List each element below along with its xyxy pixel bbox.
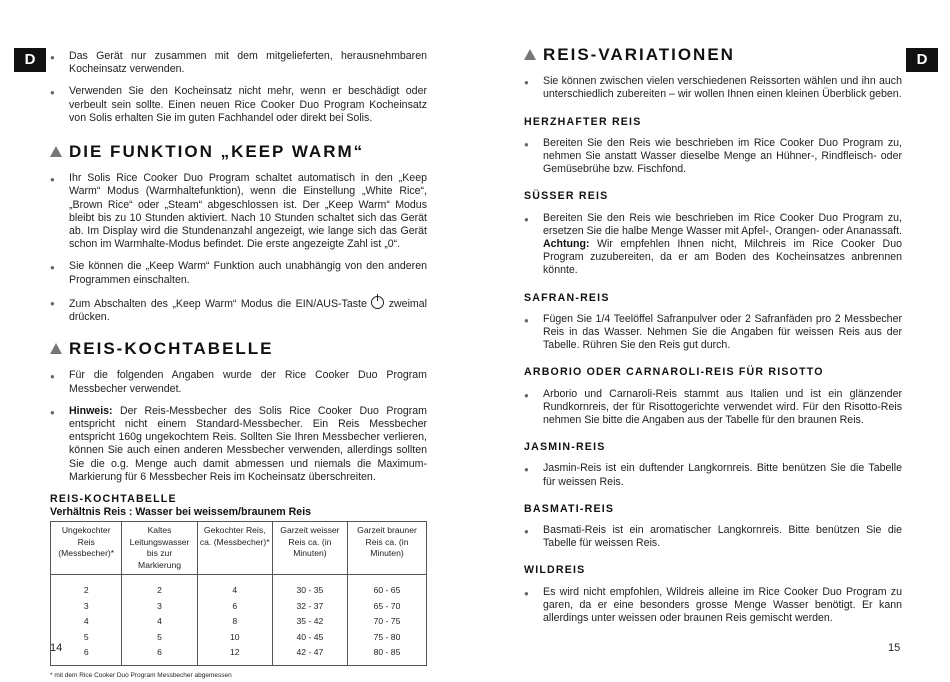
subheading-wildreis: WILDREIS: [524, 564, 586, 577]
table-header-row: [51, 522, 427, 575]
bullet-icon: ●: [50, 88, 55, 98]
bullet-icon: ●: [524, 588, 529, 598]
list-item: ● Es wird nicht empfohlen, Wildreis alleine im Rice Cooker Duo Program zu garen, da er eine besonders grosse Menge Wasser benötigt. Er kann allerdings unter weissen oder braunen Reis gemischt werden.: [524, 585, 902, 625]
table-cell: 65 - 70: [348, 599, 427, 615]
table-cell: 6: [122, 645, 197, 665]
page-number-right: 15: [888, 642, 901, 654]
left-page: [50, 50, 427, 682]
list-item: ● Jasmin-Reis ist ein duftender Langkornreis. Bitte benützen Sie die Tabelle für weissen Reis.: [524, 462, 902, 488]
table-footnote: * mit dem Rice Cooker Duo Program Messbecher abgemessen: [50, 671, 232, 679]
list-item: ● Fügen Sie 1/4 Teelöffel Safranpulver oder 2 Safranfäden pro 2 Messbecher Reis in das Wasser. Nehmen Sie die Angaben für weissen Reis aus der Tabelle. Rühren Sie den Reis gut durch.: [524, 312, 902, 352]
table-header: Gekochter Reis, ca. (Messbecher)*: [197, 522, 272, 575]
bullet-icon: ●: [524, 214, 529, 224]
bullet-icon: ●: [50, 175, 55, 185]
list-item: ● Basmati-Reis ist ein aromatischer Langkornreis. Bitte benützen Sie die Tabelle für weissen Reis.: [524, 524, 902, 550]
table-row: [51, 630, 427, 646]
triangle-icon: [50, 146, 62, 157]
list-item: ● Sie können zwischen vielen verschiedenen Reissorten wählen und ihn auch unterschiedlich zubereiten – wir wollen Ihnen einen kleinen Überblick geben.: [524, 75, 902, 101]
bullet-icon: ●: [50, 298, 55, 308]
bullet-icon: ●: [524, 315, 529, 325]
list-item: ● Hinweis: Der Reis-Messbecher des Solis Rice Cooker Duo Program entspricht nicht einem Standard-Messbecher. Ein Reis Messbecher entspricht 160g ungekochtem Reis. Sollten Sie Ihren Messbecher verlieren, können Sie auch einen anderen Messbecher verwenden, allerdings sollten Sie die o.g. Menge auch damit abmessen und niemals die Maximum-Markierung für 6 Messbecher Reis im Kocheinsatz überschreiten.: [50, 404, 427, 483]
language-tab-right: D: [906, 48, 938, 72]
table-cell: 42 - 47: [272, 645, 347, 665]
table-cell: 3: [122, 599, 197, 615]
list-item: ● Ihr Solis Rice Cooker Duo Program schaltet automatisch in den „Keep Warm“ Modus (Warmhaltefunktion), wenn die Einstellung „White Rice“, „Brown Rice“ oder „Steam“ abgeschlossen ist. Der „Keep Warm“ Modus bleibt bis zu 10 Stunden aktiviert. Nach 10 Stunden schaltet sich das Gerät ab. Im Display wird die Stundenanzahl angezeigt, wie lange sich das Gerät schon im Warmhalte-Modus befindet. Die erste angezeigte Zahl ist „0“.: [50, 172, 427, 251]
table-cell: 6: [197, 599, 272, 615]
list-item: ● Für die folgenden Angaben wurde der Rice Cooker Duo Program Messbecher verwendet.: [50, 369, 427, 395]
subheading-arborio-reis: ARBORIO ODER CARNAROLI-REIS FÜR RISOTTO: [524, 366, 824, 379]
section-heading-keep-warm: DIE FUNKTION „KEEP WARM“: [50, 145, 427, 158]
bullet-icon: ●: [524, 139, 529, 149]
bullet-icon: ●: [50, 53, 55, 62]
table-cell: 5: [122, 630, 197, 646]
table-cell: 2: [122, 575, 197, 599]
bullet-icon: ●: [524, 390, 529, 400]
table-cell: 35 - 42: [272, 614, 347, 630]
table-row: [51, 599, 427, 615]
list-item: ● Verwenden Sie den Kocheinsatz nicht mehr, wenn er beschädigt oder verbeult sein sollte. Einen neuen Rice Cooker Duo Program Kocheinsatz von Solis erhalten Sie im guten Fachhandel oder direkt bei Solis.: [50, 85, 427, 124]
bullet-icon: ●: [524, 78, 529, 88]
table-cell: 2: [51, 575, 122, 599]
table-header: Ungekochter Reis (Messbecher)*: [51, 522, 122, 575]
table-row: [51, 575, 427, 599]
section-heading-variationen: REIS-VARIATIONEN: [524, 48, 902, 61]
list-item: ● Sie können die „Keep Warm“ Funktion auch unabhängig von den anderen Programmen einschalten.: [50, 260, 427, 286]
table-cell: 4: [122, 614, 197, 630]
table-cell: 6: [51, 645, 122, 665]
bullet-icon: ●: [50, 372, 55, 382]
bullet-icon: ●: [524, 527, 529, 537]
bullet-icon: ●: [524, 465, 529, 475]
table-cell: 80 - 85: [348, 645, 427, 665]
table-cell: 30 - 35: [272, 575, 347, 599]
table-header: Garzeit weisser Reis ca. (in Minuten): [272, 522, 347, 575]
list-item: ● Das Gerät nur zusammen mit dem mitgelieferten, herausnehmbaren Kocheinsatz verwenden.: [50, 50, 427, 76]
table-cell: 40 - 45: [272, 630, 347, 646]
subheading-basmati-reis: BASMATI-REIS: [524, 502, 615, 515]
table-cell: 12: [197, 645, 272, 665]
table-header: Garzeit brauner Reis ca. (in Minuten): [348, 522, 427, 575]
page-number-left: 14: [50, 642, 63, 654]
table-header: Kaltes Leitungswasser bis zur Markierung: [122, 522, 197, 575]
list-item: ● Bereiten Sie den Reis wie beschrieben im Rice Cooker Duo Program zu, ersetzen Sie die halbe Menge Wasser mit Apfel-, Orangen- oder Ananassaft. Achtung: Wir empfehlen Ihnen nicht, Milchreis im Rice Cooker Duo Program zuzubereiten, da er am Boden des Kocheinsatzes anbrennen könnte.: [524, 211, 902, 277]
table-cell: 5: [51, 630, 122, 646]
table-cell: 4: [51, 614, 122, 630]
table-row: [51, 645, 427, 665]
table-cell: 3: [51, 599, 122, 615]
list-item: ● Zum Abschalten des „Keep Warm“ Modus die EIN/AUS-Taste zweimal drücken.: [50, 297, 427, 324]
table-cell: 75 - 80: [348, 630, 427, 646]
table-cell: 60 - 65: [348, 575, 427, 599]
cooking-table: [50, 521, 427, 666]
table-row: [51, 614, 427, 630]
table-cell: 8: [197, 614, 272, 630]
subheading-suesser-reis: SÜSSER REIS: [524, 190, 609, 203]
table-cell: 70 - 75: [348, 614, 427, 630]
power-icon: [371, 296, 384, 309]
table-subtitle: Verhältnis Reis : Wasser bei weissem/braunem Reis: [50, 506, 312, 519]
table-cell: 32 - 37: [272, 599, 347, 615]
language-tab-left: D: [14, 48, 46, 72]
right-page: [524, 45, 902, 634]
bullet-icon: ●: [50, 407, 55, 417]
subheading-safran-reis: SAFRAN-REIS: [524, 291, 610, 304]
table-cell: 10: [197, 630, 272, 646]
subheading-jasmin-reis: JASMIN-REIS: [524, 441, 606, 454]
subheading-herzhafter-reis: HERZHAFTER REIS: [524, 115, 642, 128]
triangle-icon: [50, 343, 62, 354]
table-title: REIS-KOCHTABELLE: [50, 493, 177, 506]
section-heading-kochtabelle: REIS-KOCHTABELLE: [50, 342, 427, 355]
bullet-icon: ●: [50, 263, 55, 273]
list-item: ● Bereiten Sie den Reis wie beschrieben im Rice Cooker Duo Program zu, nehmen Sie anstatt Wasser dieselbe Menge an Hühner-, Rindfleisch- oder Gemüsebrühe bzw. Fischfond.: [524, 136, 902, 176]
table-cell: 4: [197, 575, 272, 599]
list-item: ● Arborio und Carnaroli-Reis stammt aus Italien und ist ein glänzender Rundkornreis, der für Risottogerichte verwendet wird. Für den Risotto-Reis nehmen Sie bitte die Angaben aus der Tabelle für den braunen Reis.: [524, 387, 902, 427]
triangle-icon: [524, 49, 536, 60]
